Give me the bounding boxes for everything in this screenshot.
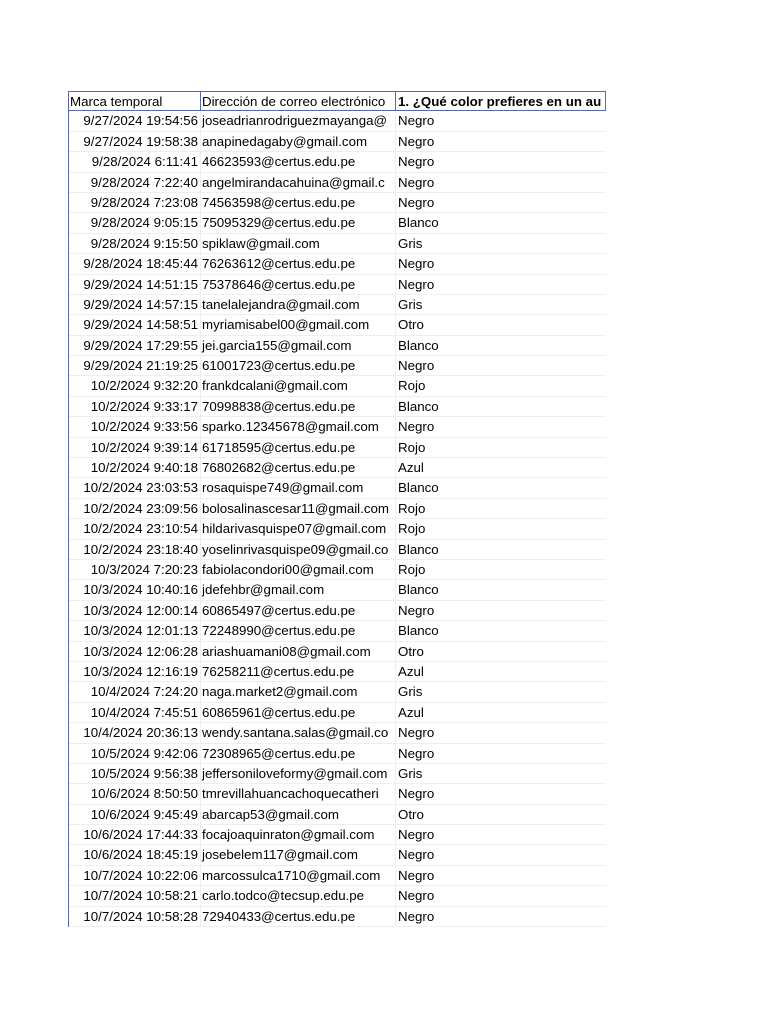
email-cell[interactable]: 76802682@certus.edu.pe <box>200 458 395 477</box>
table-row <box>69 499 606 519</box>
color-cell[interactable]: Rojo <box>395 519 606 538</box>
color-cell[interactable]: Blanco <box>395 621 606 640</box>
email-cell[interactable]: 46623593@certus.edu.pe <box>200 152 395 171</box>
color-cell[interactable]: Negro <box>395 152 606 171</box>
timestamp-cell[interactable]: 9/27/2024 19:54:56 <box>83 113 198 129</box>
email-cell[interactable]: fabiolacondori00@gmail.com <box>200 560 395 579</box>
color-cell[interactable]: Rojo <box>395 499 606 518</box>
timestamp-cell[interactable]: 9/29/2024 21:19:25 <box>83 358 198 374</box>
timestamp-cell[interactable]: 10/7/2024 10:58:21 <box>83 888 198 904</box>
table-row <box>69 662 606 682</box>
table-row <box>69 519 606 539</box>
timestamp-cell[interactable]: 10/2/2024 9:32:20 <box>90 378 198 394</box>
color-cell[interactable]: Negro <box>395 723 606 742</box>
timestamp-cell[interactable]: 9/28/2024 7:23:08 <box>90 194 198 210</box>
timestamp-cell[interactable]: 10/5/2024 9:42:06 <box>90 745 198 761</box>
email-cell[interactable]: 72940433@certus.edu.pe <box>200 907 395 926</box>
table-row <box>69 845 606 865</box>
color-cell[interactable]: Otro <box>395 805 606 824</box>
color-cell[interactable]: Negro <box>395 417 606 436</box>
email-cell[interactable]: frankdcalani@gmail.com <box>200 376 395 395</box>
email-cell[interactable]: angelmirandacahuina@gmail.c <box>200 173 395 192</box>
email-cell[interactable]: 75095329@certus.edu.pe <box>200 213 395 232</box>
table-row <box>69 234 606 254</box>
timestamp-cell[interactable]: 9/28/2024 9:05:15 <box>90 215 198 231</box>
table-row <box>69 213 606 233</box>
table-row <box>69 275 606 295</box>
table-row <box>69 907 606 927</box>
color-cell[interactable]: Blanco <box>395 580 606 599</box>
header-row <box>69 91 606 111</box>
email-cell[interactable]: jei.garcia155@gmail.com <box>200 336 395 355</box>
timestamp-cell[interactable]: 9/29/2024 14:58:51 <box>83 317 198 333</box>
email-cell[interactable]: 76258211@certus.edu.pe <box>200 662 395 681</box>
email-cell[interactable]: anapinedagaby@gmail.com <box>200 132 395 151</box>
email-cell[interactable]: yoselinrivasquispe09@gmail.co <box>200 540 395 559</box>
table-row <box>69 703 606 723</box>
timestamp-cell[interactable]: 10/2/2024 23:03:53 <box>83 480 198 496</box>
timestamp-cell[interactable]: 9/29/2024 14:57:15 <box>83 296 198 312</box>
color-cell[interactable]: Blanco <box>395 336 606 355</box>
table-row <box>69 356 606 376</box>
email-cell[interactable]: carlo.todco@tecsup.edu.pe <box>200 886 395 905</box>
color-cell[interactable]: Negro <box>395 254 606 273</box>
color-cell[interactable]: Blanco <box>395 540 606 559</box>
timestamp-cell[interactable]: 10/2/2024 9:39:14 <box>90 439 198 455</box>
table-row <box>69 336 606 356</box>
email-cell[interactable]: jeffersoniloveformy@gmail.com <box>200 764 395 783</box>
timestamp-cell[interactable]: 9/28/2024 18:45:44 <box>83 256 198 272</box>
email-cell[interactable]: 61718595@certus.edu.pe <box>200 438 395 457</box>
color-cell[interactable]: Negro <box>395 825 606 844</box>
color-cell[interactable]: Blanco <box>395 478 606 497</box>
email-cell[interactable]: naga.market2@gmail.com <box>200 682 395 701</box>
timestamp-cell[interactable]: 9/28/2024 7:22:40 <box>90 174 198 190</box>
email-cell[interactable]: ariashuamani08@gmail.com <box>200 642 395 661</box>
table-row <box>69 580 606 600</box>
color-cell[interactable]: Negro <box>395 601 606 620</box>
table-row <box>69 458 606 478</box>
timestamp-cell[interactable]: 10/4/2024 20:36:13 <box>83 725 198 741</box>
email-cell[interactable]: joseadrianrodriguezmayanga@ <box>200 111 395 130</box>
email-cell[interactable]: marcossulca1710@gmail.com <box>200 866 395 885</box>
color-cell[interactable]: Negro <box>395 111 606 130</box>
email-cell[interactable]: bolosalinascesar11@gmail.com <box>200 499 395 518</box>
email-cell[interactable]: spiklaw@gmail.com <box>200 234 395 253</box>
table-row <box>69 254 606 274</box>
table-row <box>69 866 606 886</box>
timestamp-cell[interactable]: 10/3/2024 12:01:13 <box>83 623 198 639</box>
email-cell[interactable]: 60865961@certus.edu.pe <box>200 703 395 722</box>
timestamp-cell[interactable]: 10/2/2024 23:18:40 <box>83 541 198 557</box>
email-cell[interactable]: sparko.12345678@gmail.com <box>200 417 395 436</box>
table-row <box>69 540 606 560</box>
timestamp-cell[interactable]: 9/27/2024 19:58:38 <box>83 133 198 149</box>
color-cell[interactable]: Rojo <box>395 376 606 395</box>
color-cell[interactable]: Negro <box>395 173 606 192</box>
table-row <box>69 397 606 417</box>
spreadsheet-table <box>68 91 606 927</box>
timestamp-cell[interactable]: 10/3/2024 10:40:16 <box>83 582 198 598</box>
color-cell[interactable]: Negro <box>395 744 606 763</box>
email-cell[interactable]: wendy.santana.salas@gmail.co <box>200 723 395 742</box>
email-cell[interactable]: myriamisabel00@gmail.com <box>200 315 395 334</box>
timestamp-cell[interactable]: 10/2/2024 23:10:54 <box>83 521 198 537</box>
timestamp-cell[interactable]: 10/5/2024 9:56:38 <box>90 765 198 781</box>
table-row <box>69 825 606 845</box>
color-cell[interactable]: Gris <box>395 682 606 701</box>
email-cell[interactable]: 61001723@certus.edu.pe <box>200 356 395 375</box>
table-row <box>69 764 606 784</box>
table-row <box>69 805 606 825</box>
color-cell[interactable]: Rojo <box>395 560 606 579</box>
timestamp-cell[interactable]: 10/6/2024 9:45:49 <box>90 806 198 822</box>
table-row <box>69 784 606 804</box>
email-cell[interactable]: hildarivasquispe07@gmail.com <box>200 519 395 538</box>
color-cell[interactable]: Negro <box>395 356 606 375</box>
header-timestamp[interactable]: Marca temporal <box>70 94 163 109</box>
color-cell[interactable]: Azul <box>395 662 606 681</box>
color-cell[interactable]: Otro <box>395 642 606 661</box>
email-cell[interactable]: 72248990@certus.edu.pe <box>200 621 395 640</box>
email-cell[interactable]: 75378646@certus.edu.pe <box>200 275 395 294</box>
color-cell[interactable]: Azul <box>395 703 606 722</box>
table-row <box>69 601 606 621</box>
timestamp-cell[interactable]: 10/3/2024 12:06:28 <box>83 643 198 659</box>
timestamp-cell[interactable]: 10/2/2024 9:40:18 <box>90 460 198 476</box>
table-body <box>69 111 606 927</box>
table-row <box>69 111 606 131</box>
color-cell[interactable]: Negro <box>395 784 606 803</box>
timestamp-cell[interactable]: 9/28/2024 9:15:50 <box>90 235 198 251</box>
timestamp-cell[interactable]: 10/3/2024 7:20:23 <box>90 561 198 577</box>
color-cell[interactable]: Negro <box>395 275 606 294</box>
email-cell[interactable]: 70998838@certus.edu.pe <box>200 397 395 416</box>
email-cell[interactable]: tanelalejandra@gmail.com <box>200 295 395 314</box>
timestamp-cell[interactable]: 10/2/2024 9:33:17 <box>90 398 198 414</box>
color-cell[interactable]: Negro <box>395 866 606 885</box>
table-row <box>69 193 606 213</box>
table-row <box>69 682 606 702</box>
email-cell[interactable]: abarcap53@gmail.com <box>200 805 395 824</box>
timestamp-cell[interactable]: 10/4/2024 7:24:20 <box>90 684 198 700</box>
table-row <box>69 560 606 580</box>
table-row <box>69 376 606 396</box>
color-cell[interactable]: Negro <box>395 132 606 151</box>
color-cell[interactable]: Rojo <box>395 438 606 457</box>
timestamp-cell[interactable]: 10/2/2024 23:09:56 <box>83 500 198 516</box>
table-row <box>69 478 606 498</box>
email-cell[interactable]: 76263612@certus.edu.pe <box>200 254 395 273</box>
table-row <box>69 621 606 641</box>
email-cell[interactable]: josebelem117@gmail.com <box>200 845 395 864</box>
table-row <box>69 744 606 764</box>
color-cell[interactable]: Gris <box>395 234 606 253</box>
table-row <box>69 438 606 458</box>
email-cell[interactable]: jdefehbr@gmail.com <box>200 580 395 599</box>
table-row <box>69 723 606 743</box>
timestamp-cell[interactable]: 10/3/2024 12:16:19 <box>83 663 198 679</box>
timestamp-cell[interactable]: 9/29/2024 17:29:55 <box>83 337 198 353</box>
email-cell[interactable]: focajoaquinraton@gmail.com <box>200 825 395 844</box>
header-email[interactable]: Dirección de correo electrónico <box>200 92 395 110</box>
email-cell[interactable]: 74563598@certus.edu.pe <box>200 193 395 212</box>
timestamp-cell[interactable]: 10/7/2024 10:58:28 <box>83 908 198 924</box>
table-row <box>69 132 606 152</box>
table-row <box>69 315 606 335</box>
table-row <box>69 642 606 662</box>
table-row <box>69 886 606 906</box>
color-cell[interactable]: Negro <box>395 907 606 926</box>
timestamp-cell[interactable]: 10/4/2024 7:45:51 <box>90 704 198 720</box>
timestamp-cell[interactable]: 9/29/2024 14:51:15 <box>83 276 198 292</box>
email-cell[interactable]: 60865497@certus.edu.pe <box>200 601 395 620</box>
color-cell[interactable]: Negro <box>395 193 606 212</box>
color-cell[interactable]: Gris <box>395 764 606 783</box>
email-cell[interactable]: rosaquispe749@gmail.com <box>200 478 395 497</box>
color-cell[interactable]: Gris <box>395 295 606 314</box>
timestamp-cell[interactable]: 10/3/2024 12:00:14 <box>83 602 198 618</box>
email-cell[interactable]: tmrevillahuancachoquecatheri <box>200 784 395 803</box>
color-cell[interactable]: Blanco <box>395 213 606 232</box>
color-cell[interactable]: Blanco <box>395 397 606 416</box>
table-row <box>69 152 606 172</box>
timestamp-cell[interactable]: 9/28/2024 6:11:41 <box>91 154 198 170</box>
timestamp-cell[interactable]: 10/2/2024 9:33:56 <box>90 419 198 435</box>
timestamp-cell[interactable]: 10/6/2024 18:45:19 <box>83 847 198 863</box>
table-row <box>69 173 606 193</box>
color-cell[interactable]: Negro <box>395 845 606 864</box>
timestamp-cell[interactable]: 10/7/2024 10:22:06 <box>83 867 198 883</box>
timestamp-cell[interactable]: 10/6/2024 17:44:33 <box>83 827 198 843</box>
table-row <box>69 295 606 315</box>
color-cell[interactable]: Negro <box>395 886 606 905</box>
timestamp-cell[interactable]: 10/6/2024 8:50:50 <box>90 786 198 802</box>
header-question-color[interactable]: 1. ¿Qué color prefieres en un au <box>395 92 606 110</box>
table-row <box>69 417 606 437</box>
color-cell[interactable]: Azul <box>395 458 606 477</box>
color-cell[interactable]: Otro <box>395 315 606 334</box>
email-cell[interactable]: 72308965@certus.edu.pe <box>200 744 395 763</box>
